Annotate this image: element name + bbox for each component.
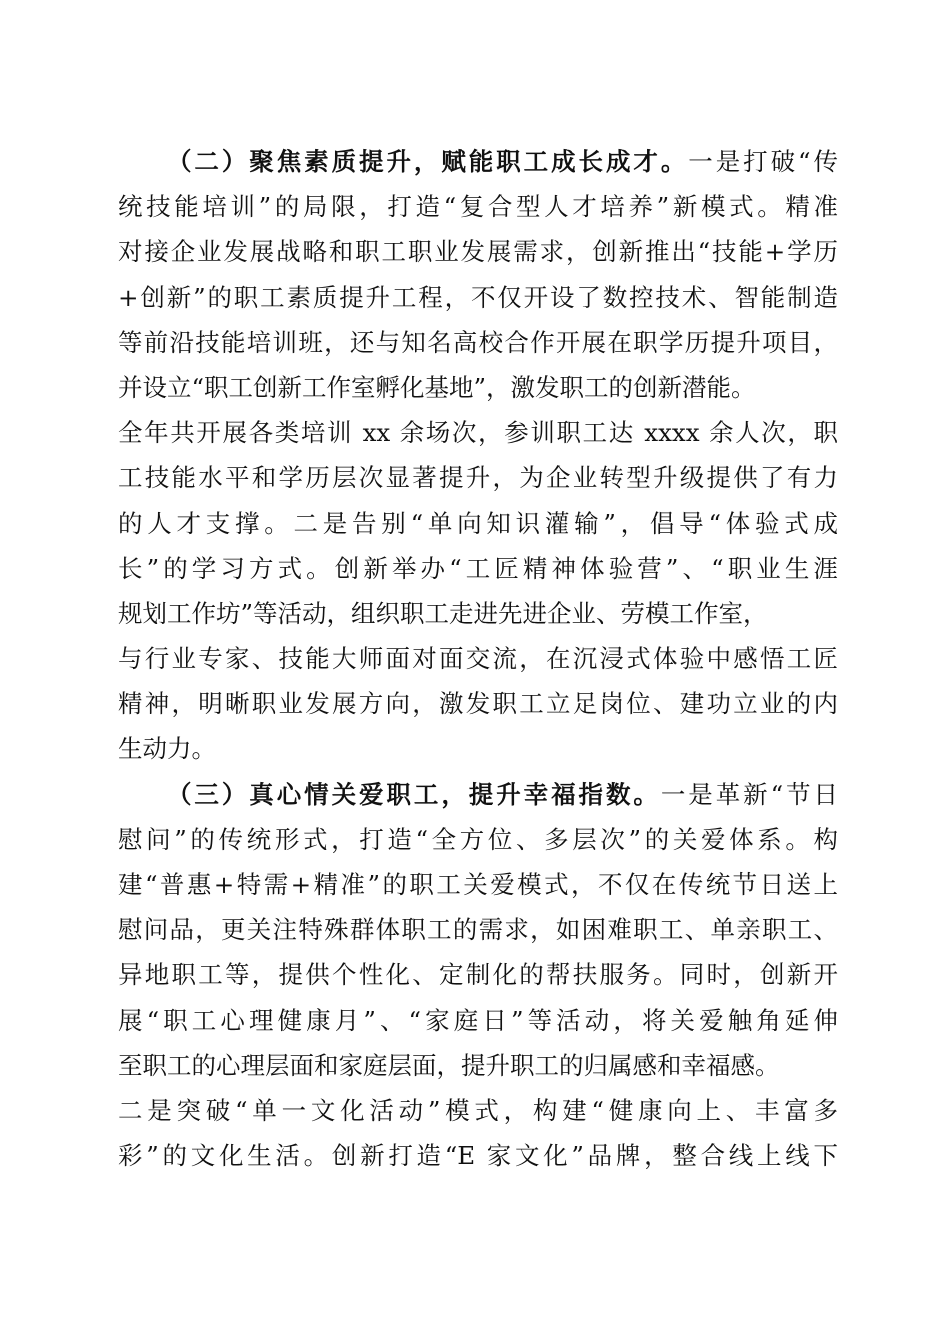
section2-line: 的人才支撑。二是告别“单向知识灌输”，倡导“体验式成 <box>118 508 838 538</box>
section3-line: 一是革新“节日 <box>660 779 839 809</box>
section2-line: +创新”的职工素质提升工程，不仅开设了数控技术、智能制造 <box>118 282 838 312</box>
section2-line: 规划工作坊”等活动，组织职工走进先进企业、劳模工作室， <box>118 598 768 628</box>
section3-heading: （三）真心情关爱职工，提升幸福指数。 <box>167 779 661 809</box>
section2-line: 统技能培训”的局限，打造“复合型人才培养”新模式。精准 <box>118 192 838 222</box>
section2-line: 精神，明晰职业发展方向，激发职工立足岗位、建功立业的内 <box>118 689 838 719</box>
section3-line: 建“普惠+特需+精准”的职工关爱模式，不仅在传统节日送上 <box>118 870 838 899</box>
section3-line: 展“职工心理健康月”、“家庭日”等活动，将关爱触角延伸 <box>118 1005 838 1035</box>
section2-line: 并设立“职工创新工作室孵化基地”，激发职工的创新潜能。 <box>118 372 756 402</box>
section2-line: 工技能水平和学历层次显著提升，为企业转型升级提供了有力 <box>118 463 838 493</box>
section2-line: 一是打破“传 <box>688 147 839 176</box>
document-body <box>118 139 838 1178</box>
section2-first-line <box>118 139 838 184</box>
section3-line: 至职工的心理层面和家庭层面，提升职工的归属感和幸福感。 <box>118 1050 780 1080</box>
section2-line: 等前沿技能培训班，还与知名高校合作开展在职学历提升项目， <box>118 327 838 357</box>
section3-line: 二是突破“单一文化活动”模式，构建“健康向上、丰富多 <box>118 1095 838 1125</box>
section2-line: 长”的学习方式。创新举办“工匠精神体验营”、“职业生涯 <box>118 553 838 583</box>
section3-line: 异地职工等，提供个性化、定制化的帮扶服务。同时，创新开 <box>118 960 838 990</box>
section3-line: 彩”的文化生活。创新打造“E 家文化”品牌，整合线上线下 <box>118 1141 838 1171</box>
section3-line: 慰问品，更关注特殊群体职工的需求，如困难职工、单亲职工、 <box>118 915 838 945</box>
section3-first-line <box>118 772 838 817</box>
section3-line: 慰问”的传统形式，打造“全方位、多层次”的关爱体系。构 <box>118 824 838 854</box>
section2-line: 与行业专家、技能大师面对面交流，在沉浸式体验中感悟工匠 <box>118 644 838 674</box>
section2-heading: （二）聚焦素质提升，赋能职工成长成才。 <box>167 147 689 176</box>
section2-line: 生动力。 <box>118 734 216 764</box>
section2-line: 全年共开展各类培训 xx 余场次，参训职工达 xxxx 余人次，职 <box>118 418 838 448</box>
section2-line: 对接企业发展战略和职工职业发展需求，创新推出“技能+学历 <box>118 237 838 267</box>
